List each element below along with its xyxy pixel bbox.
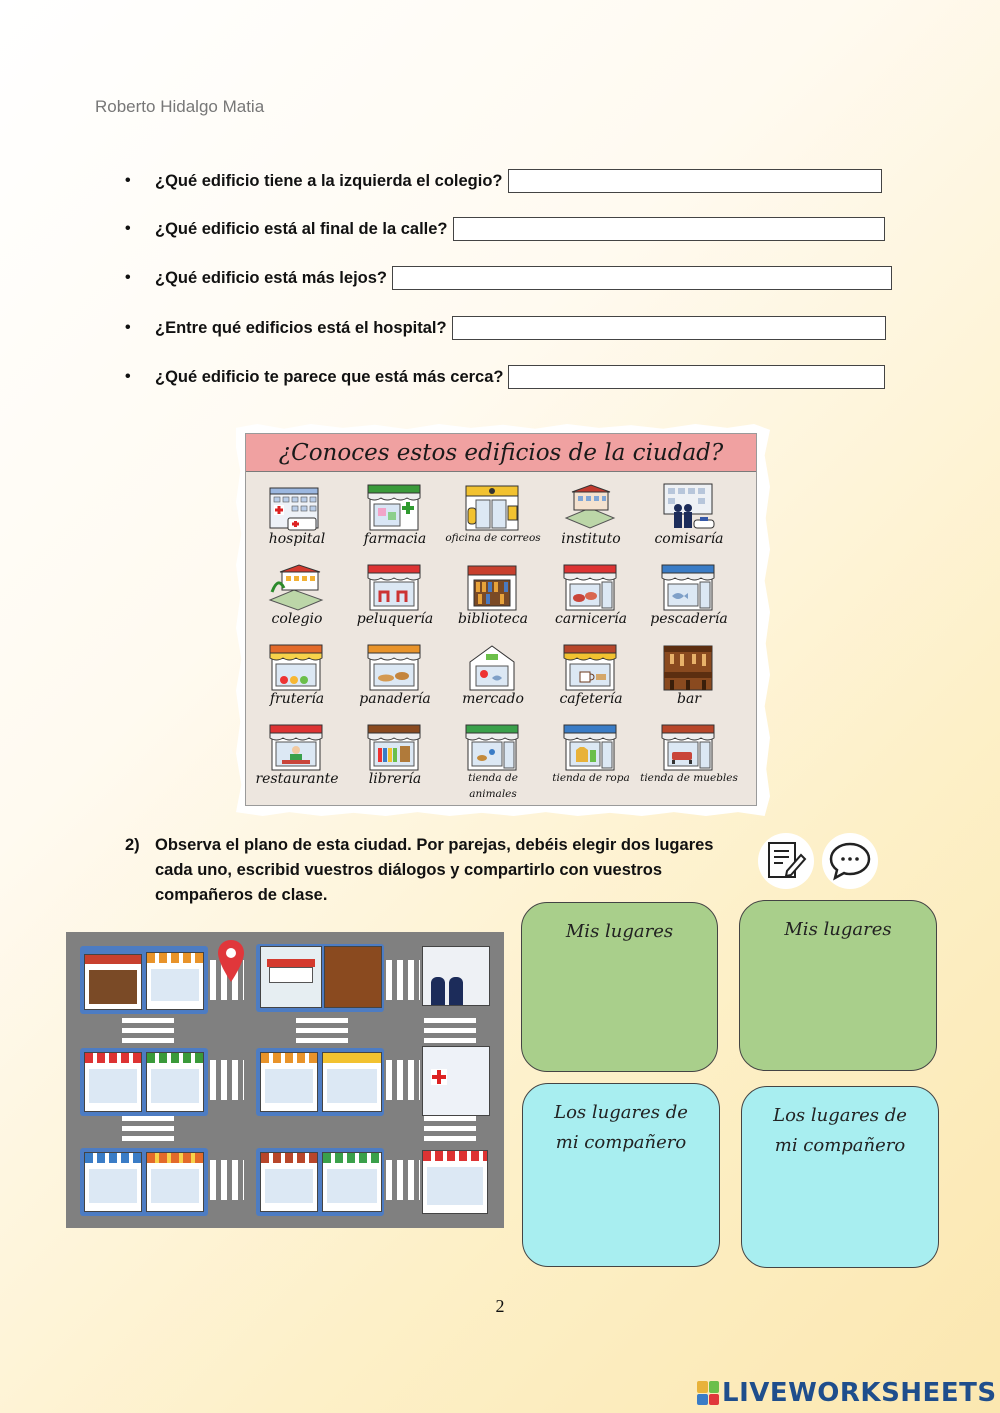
exercise-instructions: Observa el plano de esta ciudad. Por parejas, debéis elegir dos lugares cada uno, escribid vuestros diálogos y compartirlo con vuestros compañeros de clase.: [155, 836, 714, 904]
map-police-station: [422, 946, 490, 1006]
building-farmacia: [346, 478, 444, 558]
building-label: frutería: [269, 691, 325, 707]
building-label: tienda de ropa: [552, 772, 630, 784]
building-label: tienda de muebles: [640, 772, 738, 784]
map-hospital: [422, 1046, 490, 1116]
building-label: cafetería: [559, 691, 623, 707]
map-pin-icon: [216, 938, 246, 984]
box-label: Mis lugares: [784, 919, 892, 940]
furniture-shop-icon: [660, 722, 716, 772]
bullet: •: [125, 220, 131, 237]
map-bar: [324, 946, 382, 1008]
answer-field-3[interactable]: [392, 266, 892, 290]
question-1: [125, 168, 882, 194]
post-office-icon: [464, 482, 520, 532]
map-butcher: [84, 1052, 142, 1112]
map-school: [260, 946, 322, 1008]
building-cafeteria: [542, 638, 640, 718]
bookshop-icon: [366, 722, 422, 772]
building-libreria: [346, 718, 444, 798]
crosswalk: [122, 1116, 174, 1144]
library-icon: [464, 562, 520, 612]
partner-places-box-1[interactable]: [522, 1083, 720, 1267]
question-5: [125, 364, 885, 390]
poster-title: ¿Conoces estos edificios de la ciudad?: [246, 434, 756, 472]
building-label: instituto: [561, 531, 621, 547]
fruit-shop-icon: [268, 642, 324, 692]
building-label: biblioteca: [458, 611, 528, 627]
answer-field-5[interactable]: [508, 365, 885, 389]
bar-icon: [660, 642, 716, 692]
box-label: Mis lugares: [565, 921, 674, 942]
question-4: [125, 315, 886, 341]
exercise-number: 2): [125, 836, 140, 854]
liveworksheets-mark-icon: [697, 1381, 719, 1405]
building-label: hospital: [268, 531, 326, 547]
crosswalk: [210, 1060, 244, 1100]
building-label: oficina de correos: [445, 532, 541, 544]
butcher-icon: [562, 562, 618, 612]
crosswalk: [424, 1116, 476, 1144]
building-label: mercado: [462, 691, 524, 707]
bullet: •: [125, 269, 131, 286]
building-label: colegio: [271, 611, 323, 627]
building-tienda-de-muebles: [640, 718, 738, 798]
crosswalk: [296, 1018, 348, 1046]
crosswalk: [424, 1018, 476, 1046]
police-station-icon: [660, 482, 716, 532]
map-fruit-shop: [146, 1152, 204, 1212]
question-text: ¿Entre qué edificios está el hospital?: [155, 318, 447, 337]
building-label: peluquería: [356, 611, 434, 627]
pet-shop-icon: [464, 722, 520, 772]
answer-field-4[interactable]: [452, 316, 886, 340]
building-biblioteca: [444, 558, 542, 638]
map-bookshop: [260, 1152, 318, 1212]
pharmacy-icon: [366, 482, 422, 532]
building-label: carnicería: [554, 611, 628, 627]
map-pharmacy: [146, 1052, 204, 1112]
map-restaurant: [422, 1150, 488, 1214]
building-instituto: [542, 478, 640, 558]
building-label: restaurante: [255, 771, 339, 787]
school-icon: [268, 562, 324, 612]
question-text: ¿Qué edificio te parece que está más cerca?: [155, 367, 504, 386]
building-label: tienda de animales: [468, 772, 518, 800]
map-post-office: [322, 1052, 382, 1112]
building-label: librería: [368, 771, 422, 787]
liveworksheets-logo[interactable]: [697, 1378, 997, 1408]
cafe-icon: [562, 642, 618, 692]
high-school-icon: [562, 482, 618, 532]
question-2: [125, 216, 885, 242]
write-icon-container: [758, 833, 814, 889]
building-label: panadería: [359, 691, 431, 707]
question-text: ¿Qué edificio tiene a la izquierda el colegio?: [155, 171, 503, 190]
question-text: ¿Qué edificio está más lejos?: [155, 268, 387, 287]
building-label: farmacia: [363, 531, 427, 547]
crosswalk: [386, 1060, 420, 1100]
bakery-icon: [366, 642, 422, 692]
building-panaderia: [346, 638, 444, 718]
box-label: Los lugares de mi compañero: [554, 1102, 688, 1153]
crosswalk: [386, 1160, 420, 1200]
author-name: Roberto Hidalgo Matia: [95, 97, 265, 116]
answer-field-1[interactable]: [508, 169, 882, 193]
map-library: [84, 954, 142, 1010]
bullet: •: [125, 368, 131, 385]
map-bakery: [146, 952, 204, 1010]
bullet: •: [125, 319, 131, 336]
building-tienda-de-animales: [444, 718, 542, 798]
building-fruteria: [248, 638, 346, 718]
building-label: pescadería: [650, 611, 728, 627]
map-pet-shop: [322, 1152, 382, 1212]
bullet: •: [125, 172, 131, 189]
building-comisaria: [640, 478, 738, 558]
building-bar: [640, 638, 738, 718]
map-bakery-2: [260, 1052, 318, 1112]
page-number: 2: [495, 1296, 505, 1316]
answer-field-2[interactable]: [453, 217, 885, 241]
crosswalk: [386, 960, 420, 1000]
city-map: [66, 932, 504, 1228]
talk-icon-container: [822, 833, 878, 889]
building-mercado: [444, 638, 542, 718]
building-label: bar: [676, 691, 701, 707]
my-places-box-2[interactable]: [739, 900, 937, 1071]
building-colegio: [248, 558, 346, 638]
hairdresser-icon: [366, 562, 422, 612]
map-fish-shop: [84, 1152, 142, 1212]
brand-name: LIVEWORKSHEETS: [722, 1378, 997, 1408]
building-peluqueria: [346, 558, 444, 638]
fish-shop-icon: [660, 562, 716, 612]
crosswalk: [122, 1018, 174, 1046]
building-carniceria: [542, 558, 640, 638]
building-oficina-de-correos: [444, 478, 542, 558]
question-3: [125, 265, 892, 291]
my-places-box-1[interactable]: [521, 902, 718, 1072]
box-label: Los lugares de mi compañero: [773, 1105, 907, 1156]
write-note-icon: [765, 839, 807, 883]
building-label: comisaría: [654, 531, 724, 547]
building-tienda-de-ropa: [542, 718, 640, 798]
restaurant-icon: [268, 722, 324, 772]
question-text: ¿Qué edificio está al final de la calle?: [155, 219, 448, 238]
building-restaurante: [248, 718, 346, 798]
partner-places-box-2[interactable]: [741, 1086, 939, 1268]
speech-bubble-icon: [828, 840, 872, 882]
market-icon: [464, 642, 520, 692]
crosswalk: [210, 1160, 244, 1200]
building-hospital: [248, 478, 346, 558]
hospital-icon: [268, 482, 324, 532]
building-pescaderia: [640, 558, 738, 638]
clothes-shop-icon: [562, 722, 618, 772]
buildings-poster: [245, 433, 757, 806]
